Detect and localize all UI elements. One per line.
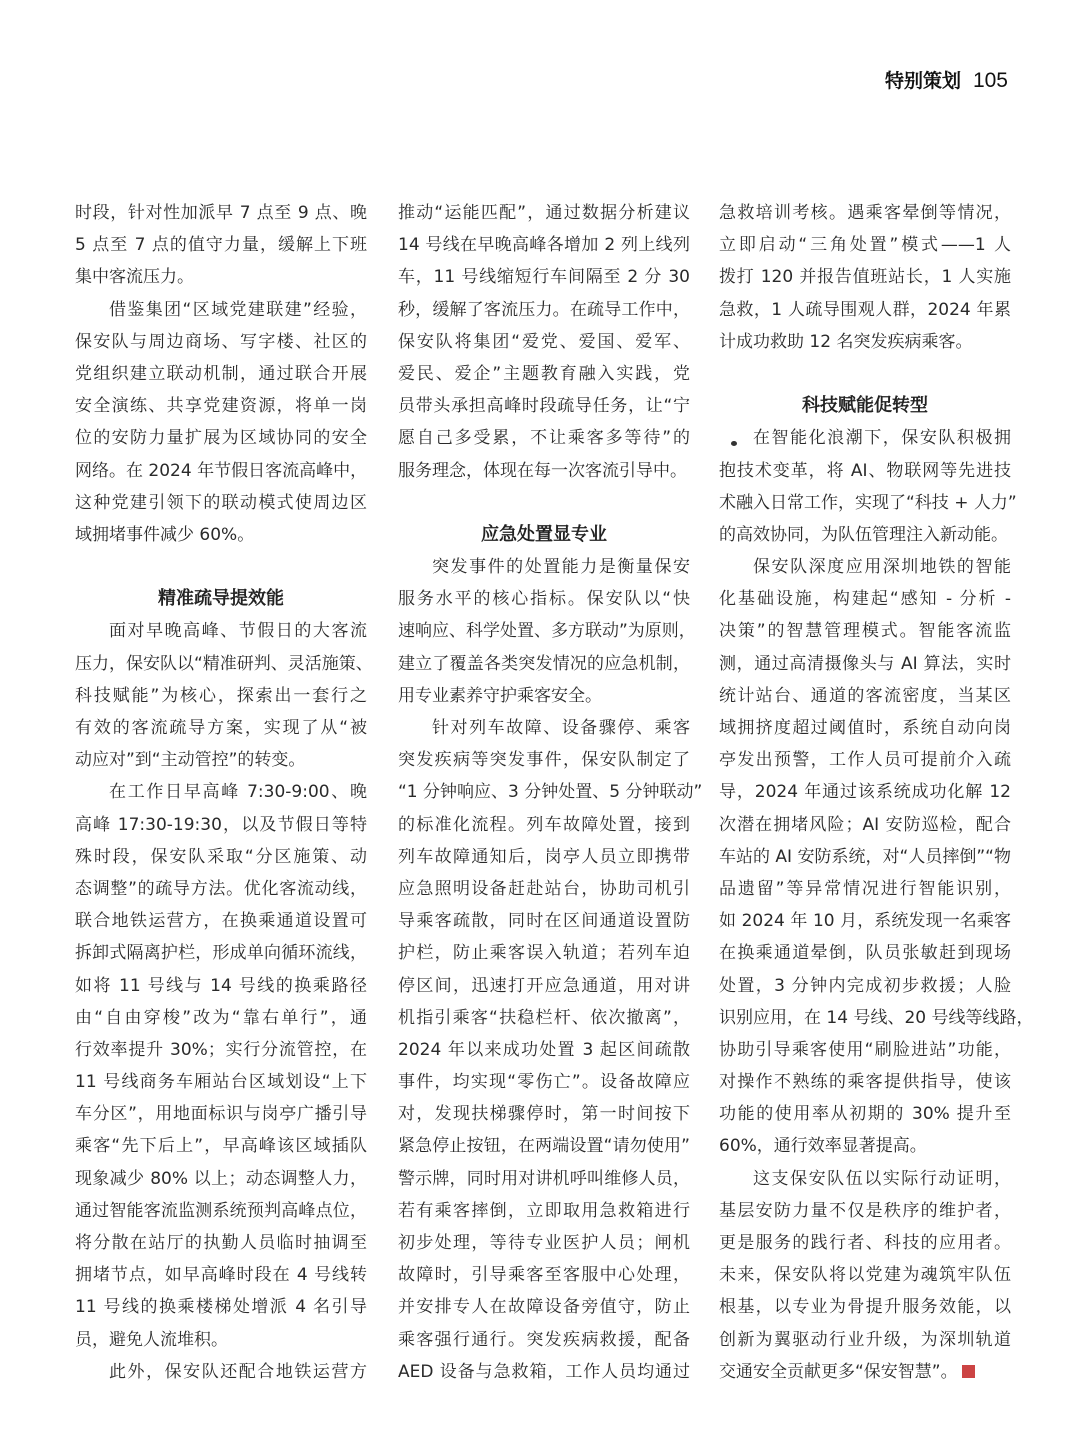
text-line: 现象减少 80% 以上；动态调整人力， [75,1168,367,1189]
paragraph [75,197,367,294]
paragraph [398,551,696,712]
text-line: 面对早晚高峰、节假日的大客流 [109,621,367,642]
text-line: 急救培训考核。遇乘客晕倒等情况， [719,203,1011,223]
text-line: 联合地铁运营方，在换乘通道设置可 [75,911,367,932]
text-line: 导，2024 年通过该系统成功化解 12 [719,782,1011,803]
text-line: 动应对”到“主动管控”的转变。 [75,750,306,771]
text-line: 通过智能客流监测系统预判高峰点位， [75,1200,367,1221]
paragraph [75,1356,367,1388]
text-line: 在工作日早高峰 7:30-9:00、晚 [109,782,367,803]
column-3 [719,197,1034,1388]
text-line: 将分散在站厅的执勤人员临时抽调至 [75,1233,367,1253]
text-line: 根基，以专业为骨提升服务效能，以 [719,1297,1011,1318]
text-line: 紧急停止按钮，在两端设置“请勿使用” [398,1136,690,1157]
text-line: 品遗留”等异常情况进行智能识别， [719,878,1011,899]
text-line: 速响应、科学处置、多方联动”为原则， [398,621,696,642]
text-line: 的高效协同，为队伍管理注入新动能。 [719,524,1008,545]
text-line: “1 分钟响应、3 分钟处置、5 分钟联动” [398,782,703,803]
text-line: 保安队将集团“爱党、爱国、爱军、 [398,331,690,352]
text-line: 基层安防力量不仅是秩序的维护者， [719,1200,1011,1221]
text-line: 亭发出预警，工作人员可提前介入疏 [719,750,1011,771]
text-line: 计成功救助 12 名突发疾病乘客。 [719,331,973,352]
text-line: 时段，针对性加派早 7 点至 9 点、晚 [75,203,367,223]
text-line: 域拥挤度超过阈值时，系统自动向岗 [719,718,1011,738]
text-line: 乘客强行通行。突发疾病救援，配备 [398,1329,690,1350]
text-line: 功能的使用率从初期的 30% 提升至 [719,1104,1011,1125]
text-line: 拨打 120 并报告值班站长，1 人实施 [719,267,1011,288]
text-line: 拆卸式隔离护栏，形成单向循环流线， [75,943,367,964]
text-line: 停区间，迅速打开应急通道，用对讲 [398,975,690,996]
text-line: 列车故障通知后，岗亭人员立即携带 [398,846,690,867]
text-line: 这种党建引领下的联动模式使周边区 [75,492,367,513]
text-line: 创新为翼驱动行业升级，为深圳轨道 [719,1329,1011,1350]
text-line: 有效的客流疏导方案，实现了从“被 [75,718,367,738]
text-line: 愿自己多受累，不让乘客多等待”的 [398,428,690,449]
text-line: 保安队深度应用深圳地铁的智能 [753,557,1011,578]
text-line: 安全演练、共享党建资源，将单一岗 [75,396,367,417]
text-line: 决策”的智慧管理模式。智能客流监 [719,621,1011,642]
paragraph [719,422,1017,551]
page-number: 105 [972,69,1008,92]
text-line: 护栏，防止乘客误入轨道；若列车迫 [398,943,690,964]
text-line: 用专业素养守护乘客安全。 [398,685,602,706]
text-line: 机指引乘客“扶稳栏杆、依次撤离”， [398,1007,690,1028]
text-line: 态调整”的疏导方法。优化客流动线， [75,878,367,899]
text-line: 处置，3 分钟内完成初步救援；人脸 [719,975,1011,996]
text-line: 抱技术变革，将 AI、物联网等先进技 [719,460,1011,481]
text-line: 5 点至 7 点的值守力量，缓解上下班 [75,235,367,256]
text-line: 立即启动“三角处置”模式——1 人 [719,235,1011,256]
text-line: 未来，保安队将以党建为魂筑牢队伍 [719,1265,1011,1286]
text-line: 警示牌，同时用对讲机呼叫维修人员， [398,1168,690,1189]
text-line: 如 2024 年 10 月，系统发现一名乘客 [719,911,1011,932]
text-line: 位的安防力量扩展为区域协同的安全 [75,428,367,449]
column-1 [75,197,373,1388]
text-line: 如将 11 号线与 14 号线的换乘路径 [75,975,367,996]
section-heading: 应急处置显专业 [481,523,607,545]
text-line: 行效率提升 30%；实行分流管控，在 [75,1039,367,1060]
paragraph [719,197,1011,358]
text-line: 针对列车故障、设备骤停、乘客 [432,718,690,738]
text-line: 服务水平的核心指标。保安队以“快 [398,589,690,610]
text-line: 员，避免人流堆积。 [75,1329,228,1350]
text-line: 术融入日常工作，实现了“科技 + 人力” [719,492,1017,513]
text-line: 11 号线商务车厢站台区域划设“上下 [75,1072,367,1093]
paragraph [719,551,1034,1163]
text-line: 更是服务的践行者、科技的应用者。 [719,1233,1011,1253]
text-line: 党组织建立联动机制，通过联合开展 [75,363,367,384]
text-line: 在智能化浪潮下，保安队积极拥 [753,428,1011,449]
text-line: 并安排专人在故障设备旁值守，防止 [398,1297,690,1318]
text-line: 由“自由穿梭”改为“靠右单行”，通 [75,1007,367,1028]
text-line: 保安队与周边商场、写字楼、社区的 [75,331,367,352]
text-line: 测，通过高清摄像头与 AI 算法，实时 [719,653,1011,674]
text-line: 员带头承担高峰时段疏导任务，让“宁 [398,396,690,417]
paragraph [75,615,373,776]
text-line: 集中客流压力。 [75,267,194,288]
text-line: 车分区”，用地面标识与岗亭广播引导 [75,1104,367,1125]
text-line: 压力，保安队以“精准研判、灵活施策、 [75,653,373,674]
text-line: 车站的 AI 安防系统，对“人员摔倒”“物 [719,846,1011,867]
text-line: 爱民、爱企”主题教育融入实践，党 [398,363,690,384]
text-line: 对操作不熟练的乘客提供指导，使该 [719,1072,1011,1093]
text-line: 化基础设施，构建起“感知 - 分析 - [719,589,1011,610]
column-2 [398,197,703,1388]
text-line: 初步处理，等待专业医护人员；闸机 [398,1233,690,1253]
text-line: 故障时，引导乘客至客服中心处理， [398,1265,690,1286]
paragraph [75,294,367,552]
page-header [885,66,1008,93]
text-line: 这支保安队伍以实际行动证明， [753,1168,1011,1189]
text-line: 识别应用，在 14 号线、20 号线等线路， [719,1007,1034,1028]
text-line: 应急照明设备赶赴站台，协助司机引 [398,878,690,899]
text-line: 秒，缓解了客流压力。在疏导工作中， [398,299,690,320]
paragraph [398,712,703,1388]
text-line: 此外，保安队还配合地铁运营方 [109,1361,367,1382]
text-line: 协助引导乘客使用“刷脸进站”功能， [719,1039,1011,1060]
text-line: 2024 年以来成功处置 3 起区间疏散 [398,1039,690,1060]
text-line: 高峰 17:30-19:30，以及节假日等特 [75,814,367,835]
text-line: 域拥堵事件减少 60%。 [75,524,255,545]
paragraph [719,1163,1011,1388]
text-line: 推动“运能匹配”，通过数据分析建议 [398,203,690,223]
text-line: 突发疾病等突发事件，保安队制定了 [398,750,690,771]
end-seal-icon [962,1365,975,1378]
text-line: 统计站台、通道的客流密度，当某区 [719,685,1011,706]
text-line: 对，发现扶梯骤停时，第一时间按下 [398,1104,690,1125]
text-line: AED 设备与急救箱，工作人员均通过 [398,1361,690,1382]
section-heading: 科技赋能促转型 [802,395,928,417]
text-line: 的标准化流程。列车故障处置，接到 [398,814,690,835]
text-line: 拥堵节点，如早高峰时段在 4 号线转 [75,1265,367,1286]
text-line: 60%，通行效率显著提高。 [719,1136,927,1157]
text-line: 次潜在拥堵风险；AI 安防巡检，配合 [719,814,1011,835]
text-line: 导乘客疏散，同时在区间通道设置防 [398,911,690,932]
paragraph [75,776,367,1355]
text-line: 若有乘客摔倒，立即取用急救箱进行 [398,1200,690,1221]
section-title: 特别策划 [884,70,961,92]
text-line: 借鉴集团“区域党建联建”经验， [109,299,367,320]
text-line: 在换乘通道晕倒，队员张敏赶到现场 [719,943,1011,964]
text-line: 乘客“先下后上”，早高峰该区域插队 [75,1136,367,1157]
paragraph [398,197,690,487]
bullet-mark [731,441,737,446]
text-line: 交通安全贡献更多“保安智慧”。 [719,1356,1011,1388]
text-line: 服务理念，体现在每一次客流引导中。 [398,460,687,481]
text-line: 突发事件的处置能力是衡量保安 [432,557,690,578]
text-line: 建立了覆盖各类突发情况的应急机制， [398,653,690,674]
text-line: 急救，1 人疏导围观人群，2024 年累 [719,299,1011,320]
text-line: 科技赋能”为核心，探索出一套行之 [75,685,367,706]
text-line: 11 号线的换乘楼梯处增派 4 名引导 [75,1297,367,1318]
text-line: 14 号线在早晚高峰各增加 2 列上线列 [398,235,690,256]
text-line: 事件，均实现“零伤亡”。设备故障应 [398,1072,690,1093]
text-line: 车，11 号线缩短行车间隔至 2 分 30 [398,267,690,288]
section-heading: 精准疏导提效能 [158,588,284,610]
text-line: 网络。在 2024 年节假日客流高峰中， [75,460,368,481]
text-line: 殊时段，保安队采取“分区施策、动 [75,846,367,867]
